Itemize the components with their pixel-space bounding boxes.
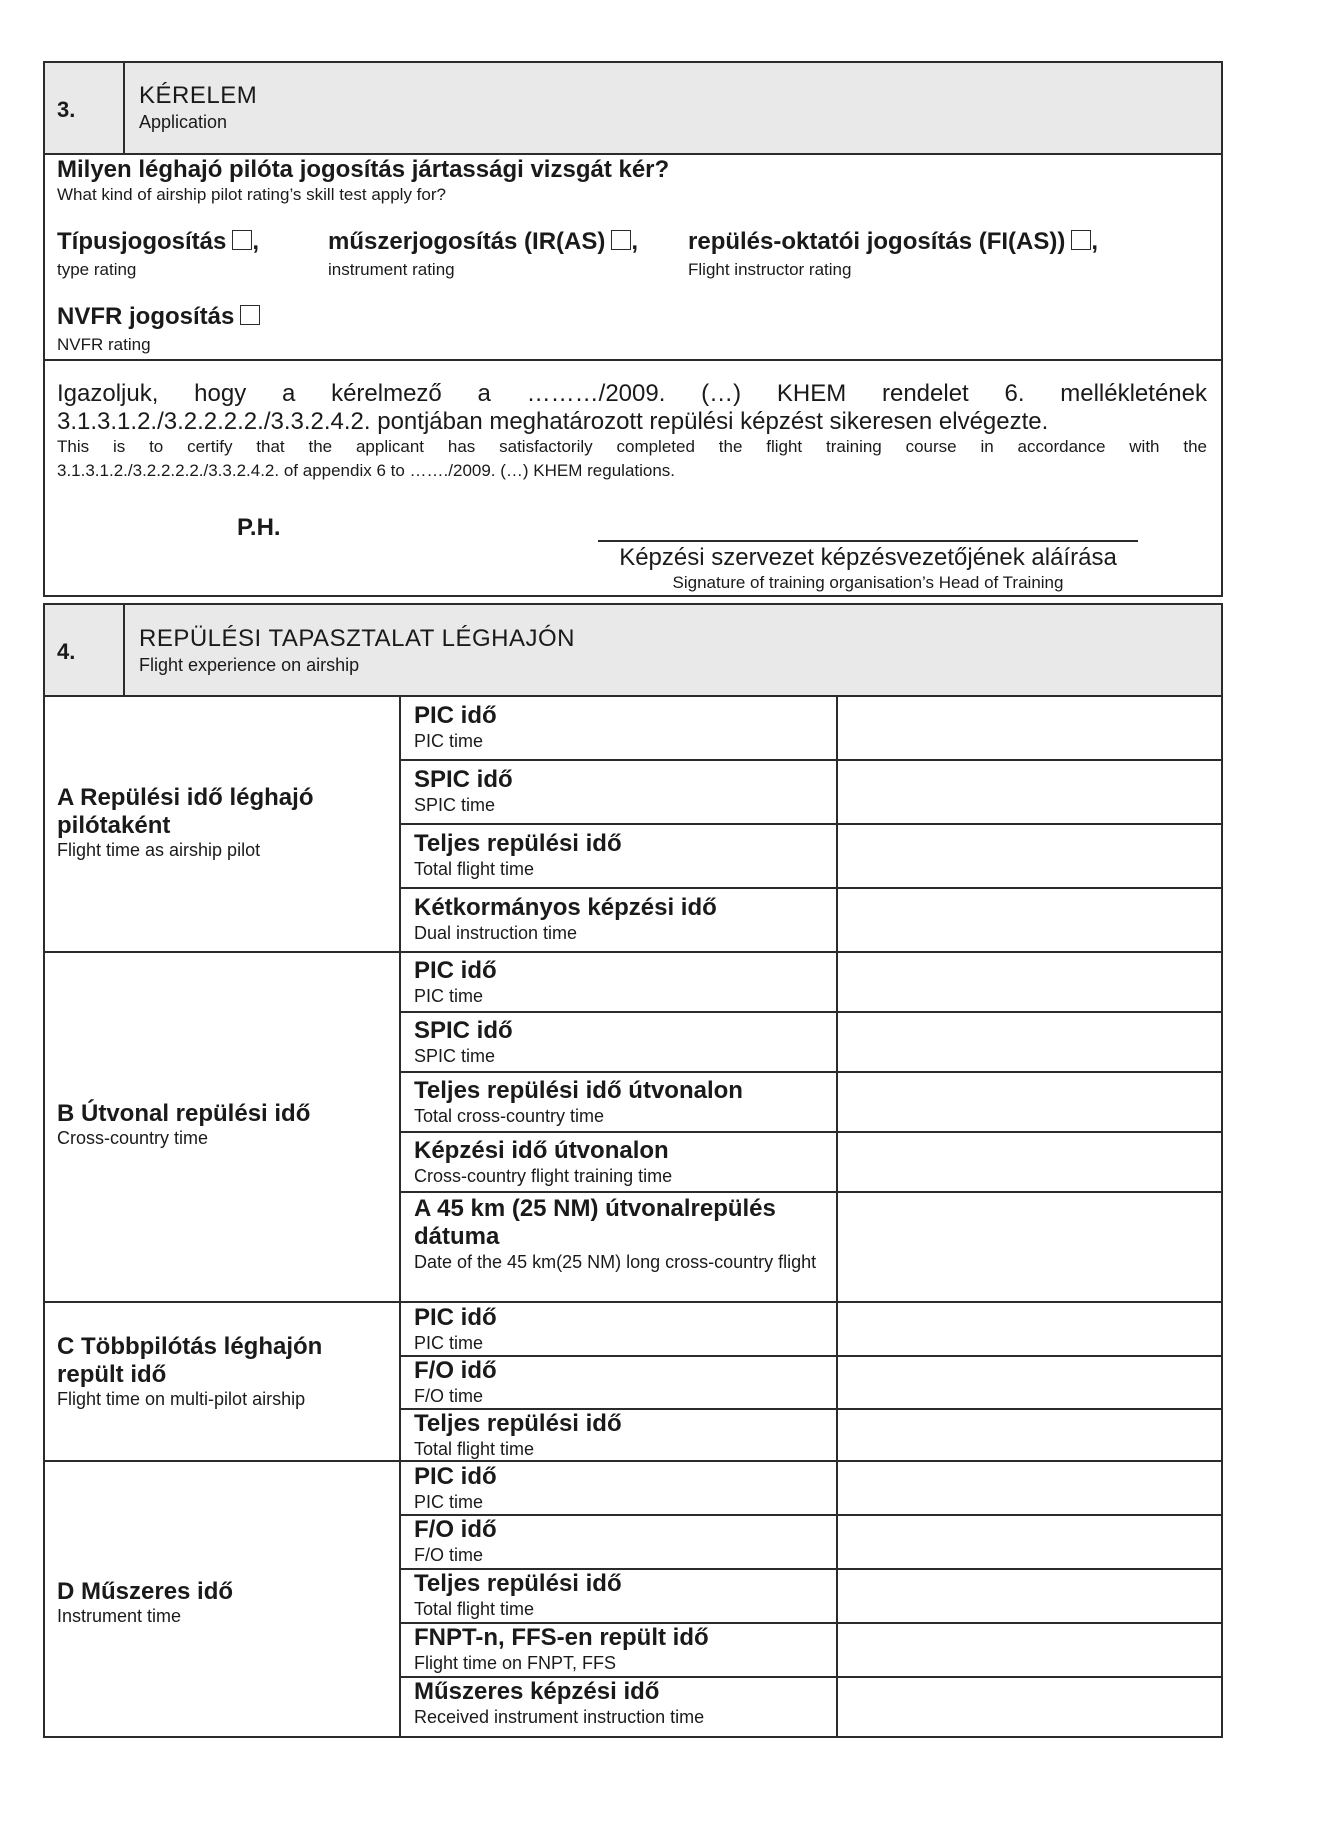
- section-3-title: KÉRELEM: [139, 82, 258, 109]
- row-label: F/O idő F/O time: [414, 1516, 497, 1565]
- value-cell-a-dual[interactable]: [838, 889, 1221, 951]
- value-cell-b-total[interactable]: [838, 1073, 1221, 1131]
- value-cell-c-pic[interactable]: [838, 1303, 1221, 1355]
- group-a-label: A Repülési idő léghajó pilótaként Flight time as airship pilot: [57, 784, 314, 860]
- value-cell-c-fo[interactable]: [838, 1357, 1221, 1408]
- value-cell-d-fo[interactable]: [838, 1516, 1221, 1568]
- row-label: FNPT-n, FFS-en repült idő Flight time on FNPT, FFS: [414, 1624, 709, 1673]
- row-label: PIC idő PIC time: [414, 1304, 497, 1353]
- option-instrument-rating: műszerjogosítás (IR(AS) , instrument rating: [328, 228, 639, 279]
- option-label-en: instrument rating: [328, 260, 455, 279]
- option-flight-instructor-rating: repülés-oktatói jogosítás (FI(AS)) , Flight instructor rating: [688, 228, 1099, 279]
- row-label: Teljes repülési idő útvonalon Total cross-country time: [414, 1077, 743, 1126]
- signature-label: Képzési szervezet képzésvezetőjének aláírása: [619, 544, 1117, 571]
- row-label: SPIC idő SPIC time: [414, 1017, 513, 1066]
- value-cell-a-total[interactable]: [838, 825, 1221, 887]
- section-4-number: 4.: [57, 639, 76, 664]
- option-label-en: type rating: [57, 260, 137, 279]
- row-label: Kétkormányos képzési idő Dual instruction time: [414, 894, 717, 943]
- rating-question: Milyen léghajó pilóta jogosítás jártassági vizsgát kér?: [57, 156, 670, 183]
- option-label: műszerjogosítás (IR(AS): [328, 228, 606, 255]
- row-label: Teljes repülési idő Total flight time: [414, 1570, 622, 1619]
- option-label-en: Flight instructor rating: [688, 260, 852, 279]
- value-cell-d-fnpt[interactable]: [838, 1624, 1221, 1676]
- section-4-title: REPÜLÉSI TAPASZTALAT LÉGHAJÓN: [139, 625, 575, 652]
- nvfr-rating-checkbox[interactable]: [240, 305, 260, 325]
- row-label: PIC idő PIC time: [414, 702, 497, 751]
- row-label: Képzési idő útvonalon Cross-country flight training time: [414, 1137, 673, 1186]
- section-4-subtitle: Flight experience on airship: [139, 655, 360, 675]
- value-cell-d-total[interactable]: [838, 1570, 1221, 1622]
- section-3-subtitle: Application: [139, 112, 228, 132]
- certification-en-line1: This is to certify that the applicant has satisfactorily completed the flight training course in accordance with the: [57, 437, 1207, 456]
- value-cell-b-training[interactable]: [838, 1133, 1221, 1191]
- signature-line: [598, 540, 1138, 542]
- row-label: PIC idő PIC time: [414, 957, 497, 1006]
- certification-hu-line1: Igazoljuk, hogy a kérelmező a ………/2009. (…) KHEM rendelet 6. mellékletének: [57, 380, 1207, 407]
- certification-en-line2: 3.1.3.1.2./3.2.2.2.2./3.3.2.4.2. of appendix 6 to ……./2009. (…) KHEM regulations.: [57, 461, 676, 480]
- instrument-rating-checkbox[interactable]: [611, 230, 631, 250]
- value-cell-a-pic[interactable]: [838, 697, 1221, 759]
- option-label-en: NVFR rating: [57, 335, 151, 354]
- option-nvfr-rating: [57, 303, 260, 355]
- row-label: Műszeres képzési idő Received instrument instruction time: [414, 1678, 705, 1727]
- section-3-number: 3.: [57, 97, 76, 122]
- value-cell-d-pic[interactable]: [838, 1462, 1221, 1514]
- value-cell-c-total[interactable]: [838, 1410, 1221, 1460]
- option-label: NVFR jogosítás: [57, 303, 235, 330]
- value-cell-d-instruction[interactable]: [838, 1678, 1221, 1736]
- type-rating-checkbox[interactable]: [232, 230, 252, 250]
- group-d-label: D Műszeres idő Instrument time: [57, 1578, 234, 1626]
- value-cell-b-pic[interactable]: [838, 953, 1221, 1011]
- option-label: repülés-oktatói jogosítás (FI(AS)): [688, 228, 1066, 255]
- row-label: SPIC idő SPIC time: [414, 766, 513, 815]
- option-label: Típusjogosítás: [57, 228, 227, 255]
- group-b-label: B Útvonal repülési idő Cross-country time: [57, 1100, 311, 1148]
- signature-label-en: Signature of training organisation’s Head of Training: [672, 573, 1064, 592]
- certification-hu-line2: 3.1.3.1.2./3.2.2.2.2./3.3.2.4.2. pontjában meghatározott repülési képzést sikeresen elvégezte.: [57, 408, 1049, 435]
- value-cell-b-date[interactable]: [838, 1193, 1221, 1301]
- value-cell-b-spic[interactable]: [838, 1013, 1221, 1071]
- row-label: PIC idő PIC time: [414, 1463, 497, 1512]
- row-label: A 45 km (25 NM) útvonalrepülés dátuma Date of the 45 km(25 NM) long cross-country flight: [414, 1195, 817, 1272]
- group-c-label: C Többpilótás léghajón repült idő Flight time on multi-pilot airship: [57, 1333, 323, 1409]
- row-label: Teljes repülési idő Total flight time: [414, 1410, 622, 1459]
- rating-question-en: What kind of airship pilot rating’s skill test apply for?: [57, 185, 446, 204]
- option-type-rating: Típusjogosítás , type rating: [57, 228, 260, 279]
- value-cell-a-spic[interactable]: [838, 761, 1221, 823]
- row-label: F/O idő F/O time: [414, 1357, 497, 1406]
- row-label: Teljes repülési idő Total flight time: [414, 830, 622, 879]
- stamp-placeholder: P.H.: [237, 514, 281, 541]
- flight-instructor-checkbox[interactable]: [1071, 230, 1091, 250]
